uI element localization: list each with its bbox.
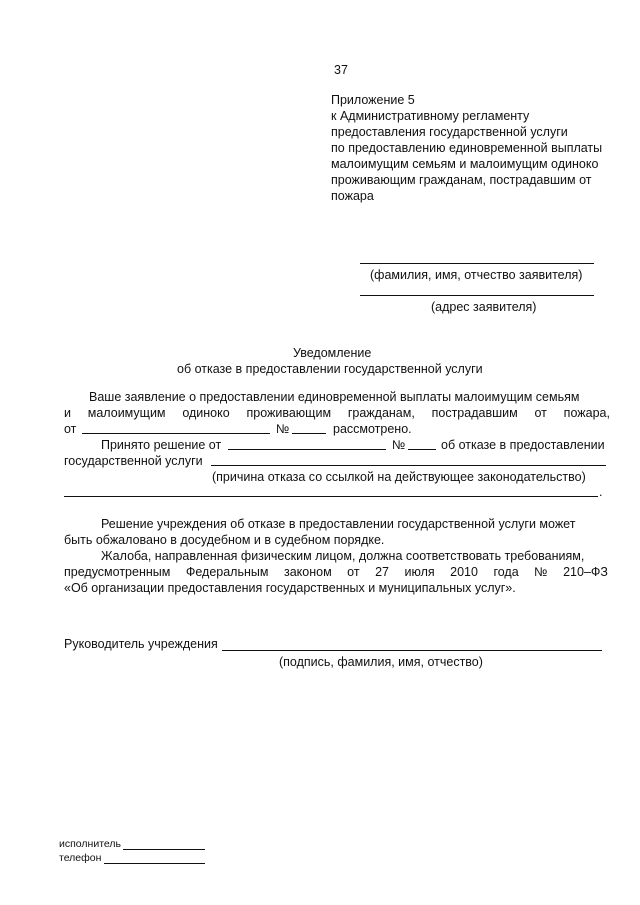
applicant-name-caption: (фамилия, имя, отчество заявителя) xyxy=(370,268,583,282)
p3-line2: быть обжаловано в досудебном и в судебном порядке. xyxy=(64,533,385,547)
p1-reviewed: рассмотрено. xyxy=(333,422,412,436)
appendix-line: проживающим гражданам, пострадавшим от xyxy=(331,173,592,187)
p3-line1: Решение учреждения об отказе в предоставлении государственной услуги может xyxy=(101,517,576,531)
appendix-line: малоимущим семьям и малоимущим одиноко xyxy=(331,157,599,171)
p1-word: малоимущим xyxy=(87,406,166,420)
p1-word: гражданам, xyxy=(347,406,415,420)
appendix-line: пожара xyxy=(331,189,374,203)
executor-label: исполнитель xyxy=(59,838,121,850)
p1-number-line[interactable] xyxy=(292,433,326,434)
p2-number-label: № xyxy=(392,438,406,452)
p2-number-line[interactable] xyxy=(408,449,436,450)
p1-from-label: от xyxy=(64,422,77,436)
p4-word: 210–ФЗ xyxy=(563,565,608,579)
p1-word: пострадавшим xyxy=(431,406,518,420)
head-label: Руководитель учреждения xyxy=(64,637,218,651)
reason-caption: (причина отказа со ссылкой на действующее законодательство) xyxy=(212,470,586,484)
p4-word: законом xyxy=(283,565,332,579)
p4-word: июля xyxy=(404,565,435,579)
p1-line2 xyxy=(64,405,610,421)
p1-word: проживающим xyxy=(246,406,332,420)
appendix-line: по предоставлению единовременной выплаты xyxy=(331,141,603,155)
signature-caption: (подпись, фамилия, имя, отчество) xyxy=(279,655,483,669)
executor-line[interactable] xyxy=(123,849,205,850)
p4-word: 27 xyxy=(375,565,389,579)
applicant-name-line xyxy=(360,263,594,264)
appendix-title: Приложение 5 xyxy=(331,93,415,107)
p1-number-label: № xyxy=(276,422,290,436)
p2-service-text: государственной услуги xyxy=(64,454,203,468)
p4-line1: Жалоба, направленная физическим лицом, должна соответствовать требованиям, xyxy=(101,549,585,563)
reason-continuation-line[interactable] xyxy=(64,496,598,497)
applicant-address-line xyxy=(360,295,594,296)
phone-line[interactable] xyxy=(104,863,205,864)
reason-end-dot: . xyxy=(599,485,603,499)
phone-label: телефон xyxy=(59,852,102,864)
p4-line2 xyxy=(64,564,608,580)
p4-word: предусмотренным xyxy=(64,565,171,579)
p4-word: 2010 xyxy=(450,565,478,579)
p1-word: пожара, xyxy=(563,406,610,420)
applicant-address-caption: (адрес заявителя) xyxy=(431,300,537,314)
notice-title: Уведомление xyxy=(293,346,372,360)
p4-word: года xyxy=(493,565,519,579)
p4-line3: «Об организации предоставления государственных и муниципальных услуг». xyxy=(64,581,516,595)
p4-word: Федеральным xyxy=(185,565,269,579)
p1-date-line[interactable] xyxy=(82,433,270,434)
p4-word: от xyxy=(347,565,360,579)
page-number: 37 xyxy=(334,63,348,77)
reason-line[interactable] xyxy=(211,465,606,466)
p1-line1: Ваше заявление о предоставлении единовременной выплаты малоимущим семьям xyxy=(89,390,580,404)
p1-word: одиноко xyxy=(182,406,230,420)
signature-line[interactable] xyxy=(222,650,602,651)
p2-decision-label: Принято решение от xyxy=(101,438,222,452)
p1-word: и xyxy=(64,406,71,420)
p2-date-line[interactable] xyxy=(228,449,386,450)
p4-word: № xyxy=(534,565,548,579)
notice-subtitle: об отказе в предоставлении государственной услуги xyxy=(177,362,483,376)
appendix-line: предоставления государственной услуги xyxy=(331,125,568,139)
p1-word: от xyxy=(534,406,547,420)
p2-refusal-text: об отказе в предоставлении xyxy=(441,438,605,452)
appendix-line: к Административному регламенту xyxy=(331,109,530,123)
